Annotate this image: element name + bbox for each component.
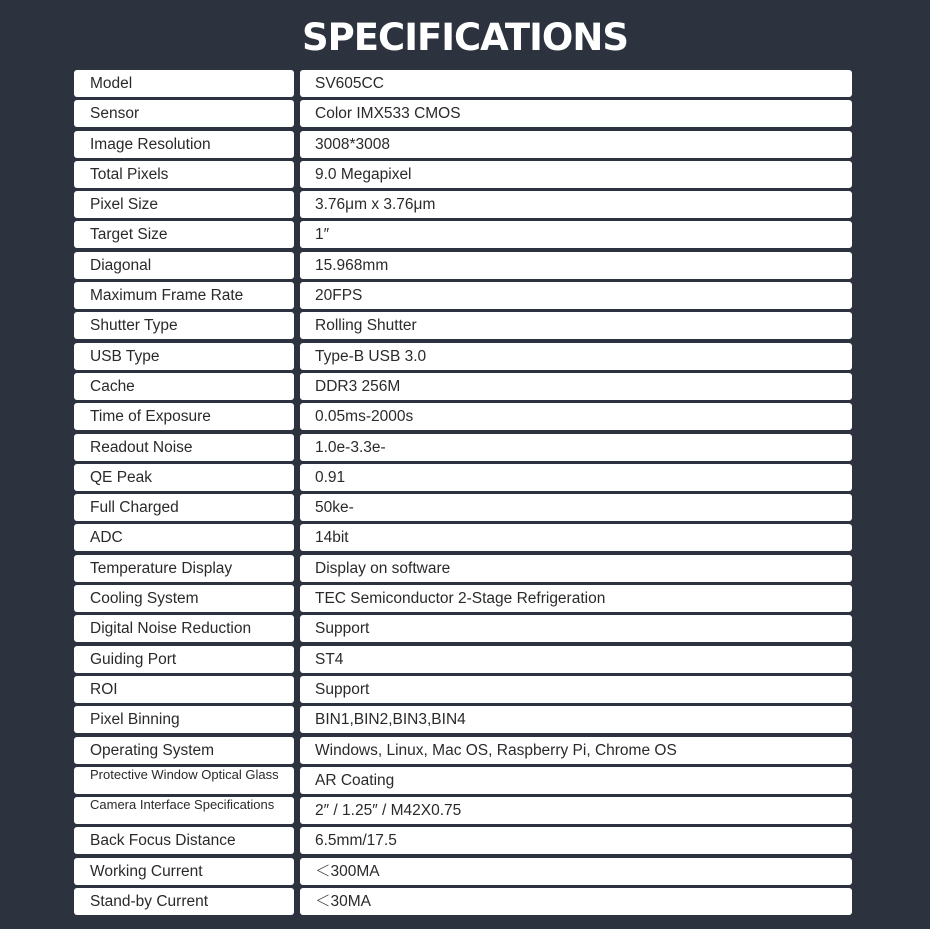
- spec-value: 14bit: [300, 524, 852, 551]
- spec-label: Maximum Frame Rate: [74, 282, 294, 309]
- spec-value: 3.76μm x 3.76μm: [300, 191, 852, 218]
- spec-label: Protective Window Optical Glass: [74, 767, 294, 794]
- spec-label: Guiding Port: [74, 646, 294, 673]
- spec-row: [74, 161, 852, 188]
- spec-value: Color IMX533 CMOS: [300, 100, 852, 127]
- spec-row: [74, 100, 852, 127]
- spec-label: ADC: [74, 524, 294, 551]
- spec-row: [74, 282, 852, 309]
- spec-label: Total Pixels: [74, 161, 294, 188]
- spec-row: [74, 434, 852, 461]
- spec-value: Windows, Linux, Mac OS, Raspberry Pi, Chrome OS: [300, 737, 852, 764]
- spec-value: 50ke-: [300, 494, 852, 521]
- spec-row: [74, 585, 852, 612]
- spec-label: Shutter Type: [74, 312, 294, 339]
- spec-value: ＜300MA: [300, 858, 852, 885]
- page-title: SPECIFICATIONS: [302, 16, 628, 59]
- spec-row: [74, 312, 852, 339]
- spec-value: Type-B USB 3.0: [300, 343, 852, 370]
- spec-value: 2″ / 1.25″ / M42X0.75: [300, 797, 852, 824]
- spec-value: AR Coating: [300, 767, 852, 794]
- spec-value: Display on software: [300, 555, 852, 582]
- spec-row: [74, 797, 852, 824]
- spec-label: Pixel Size: [74, 191, 294, 218]
- specifications-table: [74, 70, 852, 918]
- spec-row: [74, 494, 852, 521]
- spec-row: [74, 555, 852, 582]
- spec-row: [74, 737, 852, 764]
- spec-label: Cooling System: [74, 585, 294, 612]
- spec-value: ＜30MA: [300, 888, 852, 915]
- spec-label: Cache: [74, 373, 294, 400]
- spec-value: 6.5mm/17.5: [300, 827, 852, 854]
- spec-row: [74, 706, 852, 733]
- spec-row: [74, 131, 852, 158]
- spec-row: [74, 888, 852, 915]
- spec-row: [74, 373, 852, 400]
- spec-label: Back Focus Distance: [74, 827, 294, 854]
- spec-label: Stand-by Current: [74, 888, 294, 915]
- spec-row: [74, 767, 852, 794]
- spec-value: 15.968mm: [300, 252, 852, 279]
- spec-label: Readout Noise: [74, 434, 294, 461]
- spec-value: 20FPS: [300, 282, 852, 309]
- spec-row: [74, 403, 852, 430]
- spec-value: Support: [300, 676, 852, 703]
- spec-value: 1″: [300, 221, 852, 248]
- spec-value: ST4: [300, 646, 852, 673]
- spec-value: SV605CC: [300, 70, 852, 97]
- spec-value: Support: [300, 615, 852, 642]
- spec-row: [74, 858, 852, 885]
- spec-label: ROI: [74, 676, 294, 703]
- spec-row: [74, 827, 852, 854]
- spec-row: [74, 676, 852, 703]
- spec-row: [74, 221, 852, 248]
- spec-row: [74, 70, 852, 97]
- spec-label: Model: [74, 70, 294, 97]
- spec-value: 3008*3008: [300, 131, 852, 158]
- spec-label: Image Resolution: [74, 131, 294, 158]
- spec-label: Time of Exposure: [74, 403, 294, 430]
- spec-label: Pixel Binning: [74, 706, 294, 733]
- spec-value: DDR3 256M: [300, 373, 852, 400]
- spec-label: Diagonal: [74, 252, 294, 279]
- spec-label: USB Type: [74, 343, 294, 370]
- spec-row: [74, 524, 852, 551]
- spec-label: Operating System: [74, 737, 294, 764]
- spec-label: QE Peak: [74, 464, 294, 491]
- spec-row: [74, 252, 852, 279]
- spec-value: BIN1,BIN2,BIN3,BIN4: [300, 706, 852, 733]
- spec-row: [74, 343, 852, 370]
- spec-label: Sensor: [74, 100, 294, 127]
- spec-value: 0.91: [300, 464, 852, 491]
- spec-label: Working Current: [74, 858, 294, 885]
- spec-value: TEC Semiconductor 2-Stage Refrigeration: [300, 585, 852, 612]
- spec-row: [74, 615, 852, 642]
- spec-label: Digital Noise Reduction: [74, 615, 294, 642]
- spec-value: 0.05ms-2000s: [300, 403, 852, 430]
- spec-label: Target Size: [74, 221, 294, 248]
- spec-label: Full Charged: [74, 494, 294, 521]
- spec-label: Temperature Display: [74, 555, 294, 582]
- spec-value: 1.0e-3.3e-: [300, 434, 852, 461]
- spec-value: 9.0 Megapixel: [300, 161, 852, 188]
- spec-label: Camera Interface Specifications: [74, 797, 294, 824]
- spec-value: Rolling Shutter: [300, 312, 852, 339]
- spec-row: [74, 646, 852, 673]
- spec-row: [74, 464, 852, 491]
- spec-row: [74, 191, 852, 218]
